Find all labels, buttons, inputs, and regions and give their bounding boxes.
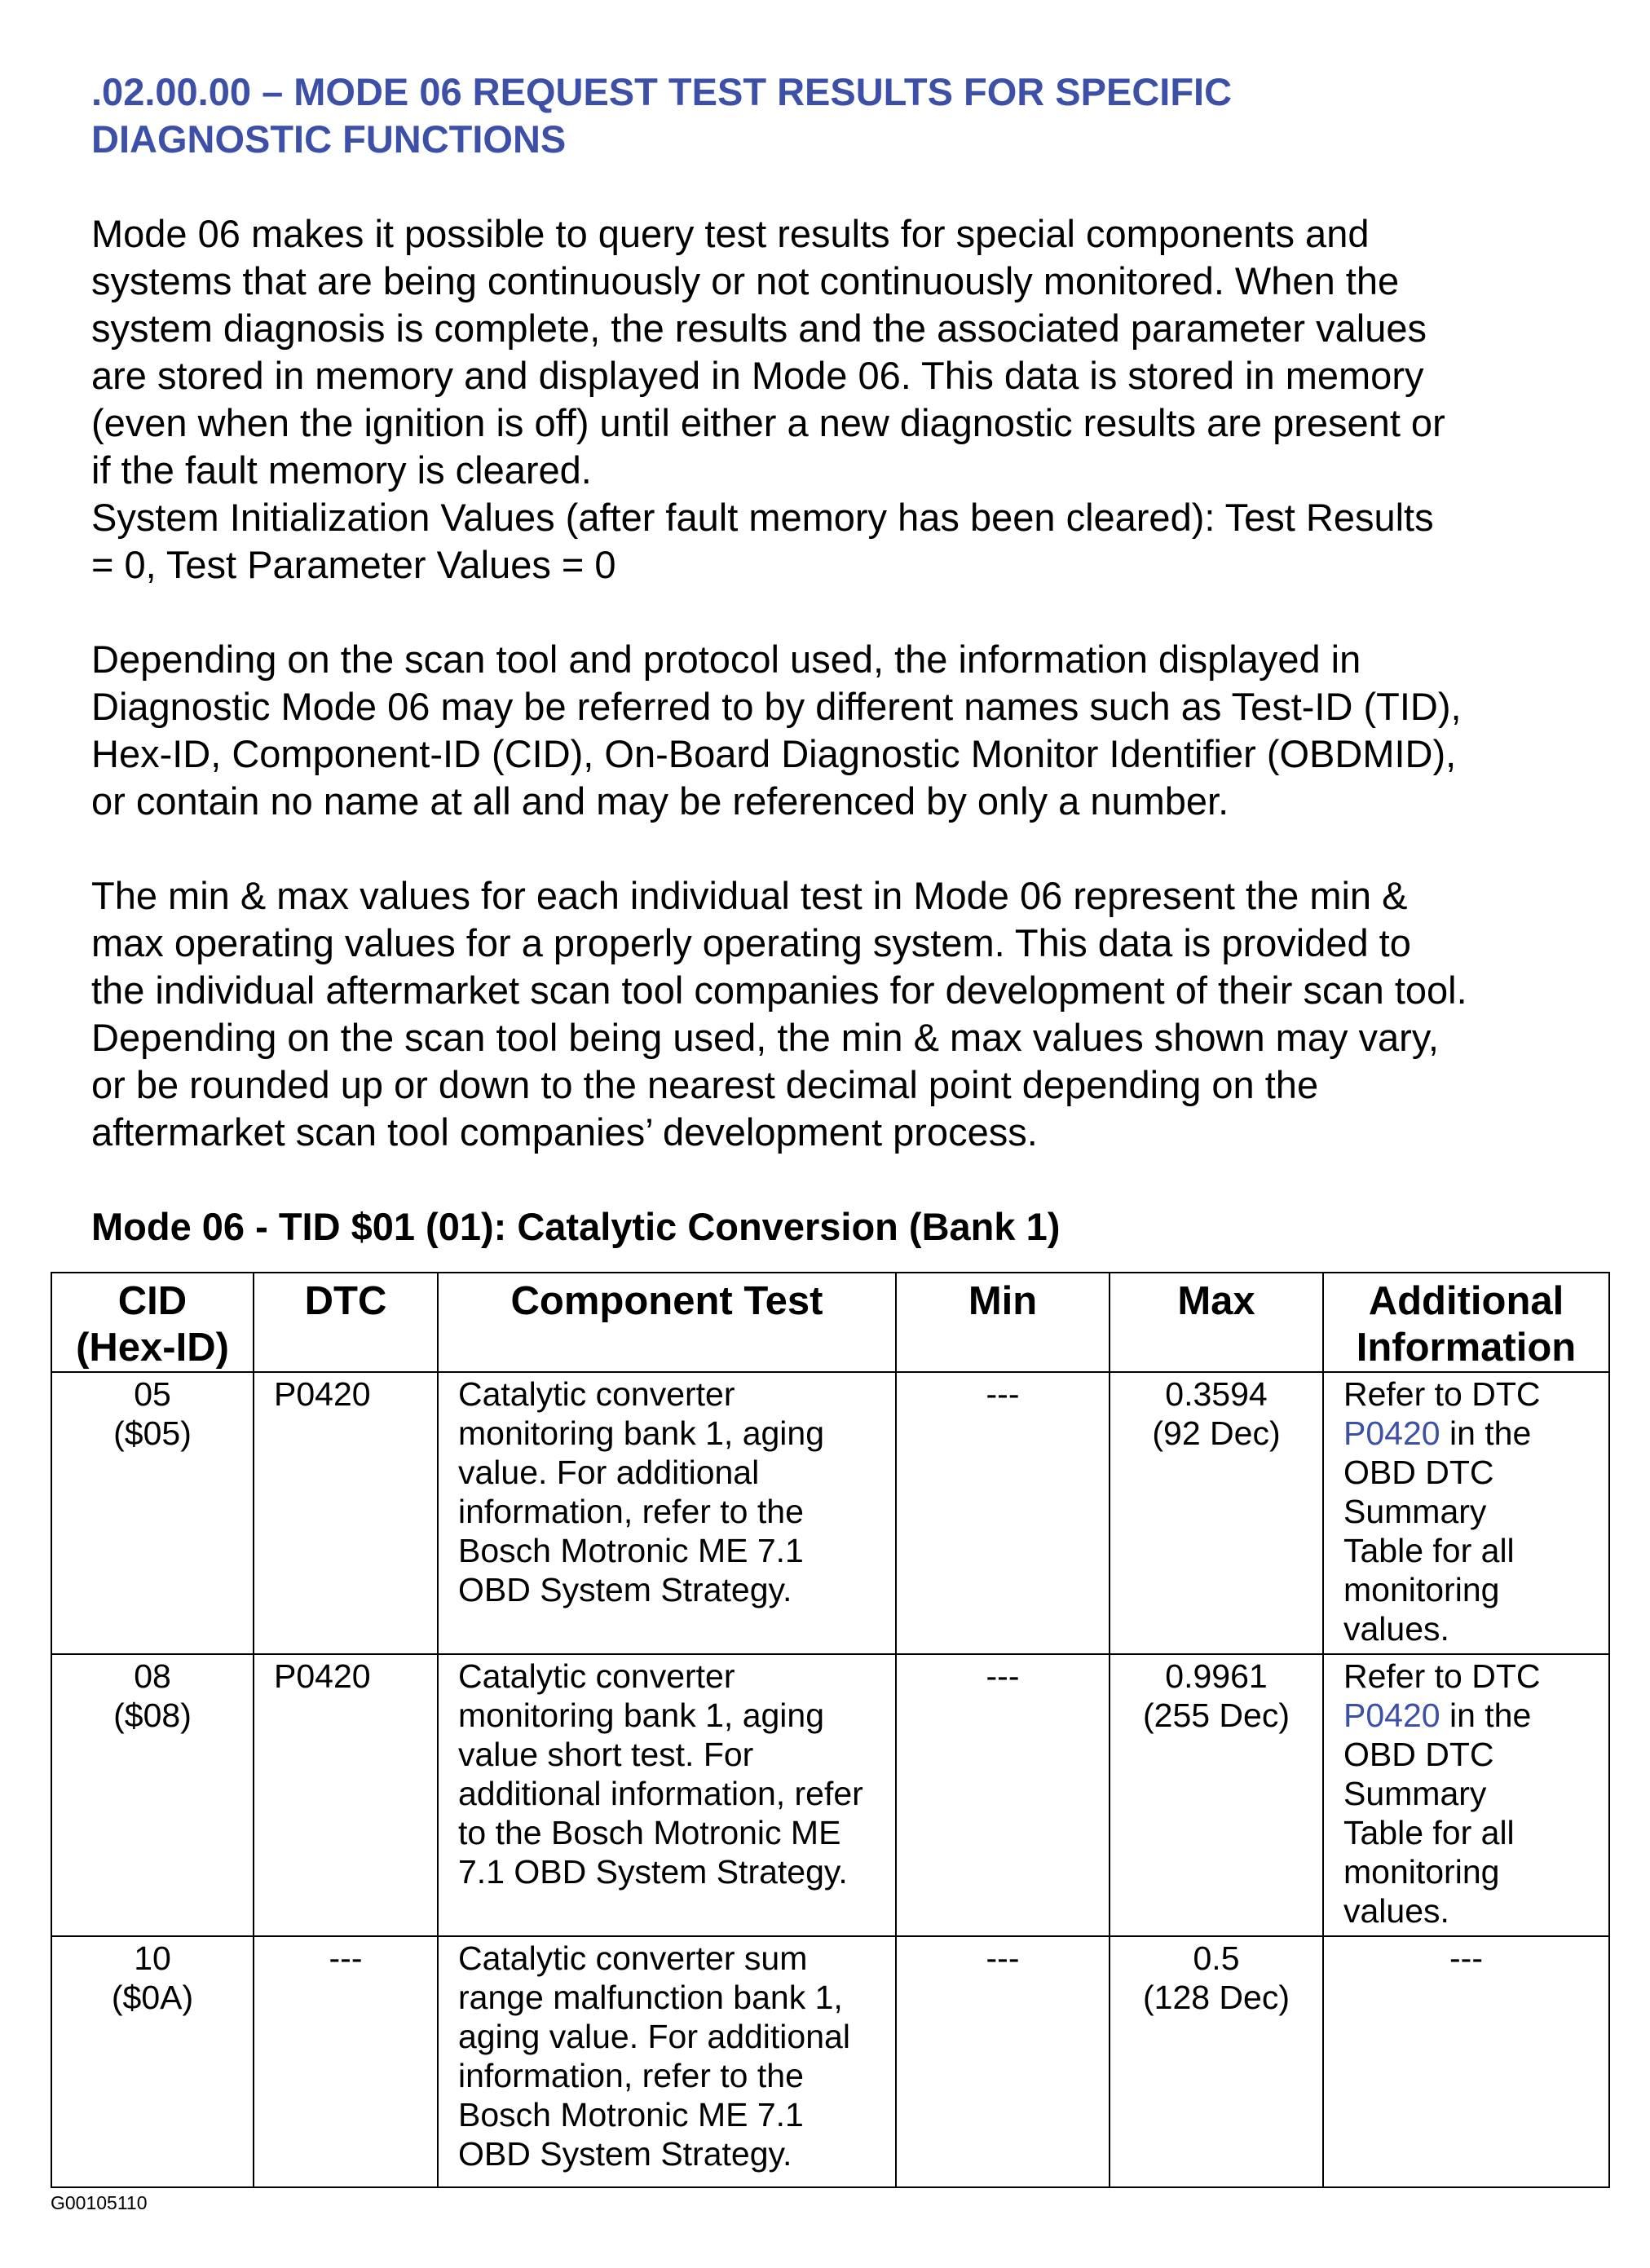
text-line: Bosch Motronic ME 7.1 (458, 1532, 804, 1569)
text-line: value. For additional (458, 1454, 760, 1491)
cid-value: 10 (134, 1939, 171, 1977)
cell-dtc: P0420 (254, 1372, 438, 1654)
max-value: 0.3594 (1165, 1375, 1268, 1413)
text-line: monitoring bank 1, aging (458, 1414, 825, 1452)
text-line: values. (1343, 1892, 1449, 1930)
cell-min: --- (896, 1936, 1110, 2187)
text-line: the individual aftermarket scan tool companies for development of their scan tool. (91, 969, 1467, 1012)
header-cid-line2: (Hex-ID) (76, 1326, 229, 1370)
text-line: Refer to DTC (1343, 1375, 1541, 1413)
text-line: Bosch Motronic ME 7.1 (458, 2096, 804, 2133)
cell-cid (51, 1936, 254, 2187)
text-line: systems that are being continuously or not continuously monitored. When the (91, 259, 1400, 302)
cell-component-test (438, 1372, 896, 1654)
text-line: Table for all (1343, 1814, 1515, 1851)
text-line: value short test. For (458, 1736, 754, 1773)
text-line: System Initialization Values (after fault memory has been cleared): Test Results (91, 496, 1434, 539)
table-row (51, 1654, 1609, 1936)
text-line: if the fault memory is cleared. (91, 448, 592, 492)
header-cid (51, 1273, 254, 1372)
hex-id-value: ($05) (113, 1414, 192, 1452)
cell-dtc: --- (254, 1936, 438, 2187)
text-line: aging value. For additional (458, 2018, 850, 2055)
text-line: or contain no name at all and may be referenced by only a number. (91, 779, 1229, 823)
section-heading (91, 68, 1599, 163)
text-fragment: in the (1440, 1697, 1532, 1734)
text-line: OBD System Strategy. (458, 2135, 792, 2173)
text-line: OBD System Strategy. (458, 1571, 792, 1608)
text-line: OBD DTC (1343, 1736, 1494, 1773)
table-row (51, 1936, 1609, 2187)
text-line: are stored in memory and displayed in Mode 06. This data is stored in memory (91, 354, 1424, 397)
dtc-p0420-link[interactable]: P0420 (1343, 1697, 1440, 1734)
text-line: or be rounded up or down to the nearest decimal point depending on the (91, 1063, 1319, 1106)
text-line: monitoring (1343, 1571, 1500, 1608)
header-additional-information (1323, 1273, 1609, 1372)
text-line: (even when the ignition is off) until either a new diagnostic results are present or (91, 401, 1445, 444)
cell-additional-information: --- (1323, 1936, 1609, 2187)
cell-dtc: P0420 (254, 1654, 438, 1936)
header-component-test: Component Test (438, 1273, 896, 1372)
cell-min: --- (896, 1654, 1110, 1936)
text-line: max operating values for a properly operating system. This data is provided to (91, 921, 1411, 964)
cell-min: --- (896, 1372, 1110, 1654)
text-line: Catalytic converter (458, 1657, 735, 1695)
text-line: 7.1 OBD System Strategy. (458, 1853, 848, 1891)
cell-cid (51, 1654, 254, 1936)
table-row (51, 1372, 1609, 1654)
cid-value: 08 (134, 1657, 171, 1695)
text-line: aftermarket scan tool companies’ development process. (91, 1110, 1038, 1154)
cell-component-test (438, 1654, 896, 1936)
cell-max (1110, 1372, 1323, 1654)
text-line: Table for all (1343, 1532, 1515, 1569)
text-line: system diagnosis is complete, the results and the associated parameter values (91, 307, 1427, 350)
text-line: monitoring bank 1, aging (458, 1697, 825, 1734)
text-line: Hex-ID, Component-ID (CID), On-Board Diagnostic Monitor Identifier (OBDMID), (91, 732, 1457, 775)
section-heading-line-2: DIAGNOSTIC FUNCTIONS (91, 117, 567, 161)
text-line: information, refer to the (458, 2057, 804, 2094)
max-value: 0.5 (1193, 1939, 1240, 1977)
intro-paragraph (91, 210, 1599, 589)
header-cid-line1: CID (117, 1279, 188, 1323)
max-decimal-value: (92 Dec) (1152, 1414, 1281, 1452)
table-title: Mode 06 - TID $01 (01): Catalytic Conversion (Bank 1) (91, 1205, 1061, 1248)
header-max: Max (1110, 1273, 1323, 1372)
hex-id-value: ($08) (113, 1697, 192, 1734)
table-header-row (51, 1273, 1609, 1372)
text-line: Catalytic converter (458, 1375, 735, 1413)
max-decimal-value: (128 Dec) (1142, 1979, 1290, 2016)
header-additional-line1: Additional (1368, 1279, 1564, 1323)
text-line: Summary (1343, 1775, 1487, 1812)
document-page (91, 68, 1599, 1251)
min-max-paragraph (91, 872, 1599, 1156)
cell-max (1110, 1654, 1323, 1936)
cell-additional-information (1323, 1372, 1609, 1654)
max-value: 0.9961 (1165, 1657, 1268, 1695)
header-min: Min (896, 1273, 1110, 1372)
text-line: range malfunction bank 1, (458, 1979, 843, 2016)
text-line: monitoring (1343, 1853, 1500, 1891)
text-line: Summary (1343, 1493, 1487, 1530)
text-line: = 0, Test Parameter Values = 0 (91, 543, 616, 586)
cid-value: 05 (134, 1375, 171, 1413)
mode06-results-table (51, 1272, 1610, 2188)
text-line: Refer to DTC (1343, 1657, 1541, 1695)
text-line: information, refer to the (458, 1493, 804, 1530)
cell-cid (51, 1372, 254, 1654)
header-additional-line2: Information (1356, 1326, 1577, 1370)
figure-code: G00105110 (51, 2192, 148, 2213)
max-decimal-value: (255 Dec) (1142, 1697, 1290, 1734)
text-line: values. (1343, 1610, 1449, 1648)
text-line: to the Bosch Motronic ME (458, 1814, 841, 1851)
text-line: additional information, refer (458, 1775, 863, 1812)
dtc-p0420-link[interactable]: P0420 (1343, 1414, 1440, 1452)
section-heading-line-1: .02.00.00 – MODE 06 REQUEST TEST RESULTS FOR SPECIFIC (91, 70, 1233, 113)
cell-max (1110, 1936, 1323, 2187)
text-line: The min & max values for each individual test in Mode 06 represent the min & (91, 874, 1408, 917)
naming-paragraph (91, 636, 1599, 825)
header-dtc: DTC (254, 1273, 438, 1372)
hex-id-value: ($0A) (111, 1979, 194, 2016)
text-line: Depending on the scan tool being used, the min & max values shown may vary, (91, 1016, 1439, 1059)
cell-component-test (438, 1936, 896, 2187)
cell-additional-information (1323, 1654, 1609, 1936)
text-line: OBD DTC (1343, 1454, 1494, 1491)
text-line: Mode 06 makes it possible to query test results for special components and (91, 212, 1370, 255)
text-line: Diagnostic Mode 06 may be referred to by different names such as Test-ID (TID), (91, 685, 1462, 728)
text-fragment: in the (1440, 1414, 1532, 1452)
text-line: Catalytic converter sum (458, 1939, 808, 1977)
text-line: Depending on the scan tool and protocol used, the information displayed in (91, 638, 1361, 681)
